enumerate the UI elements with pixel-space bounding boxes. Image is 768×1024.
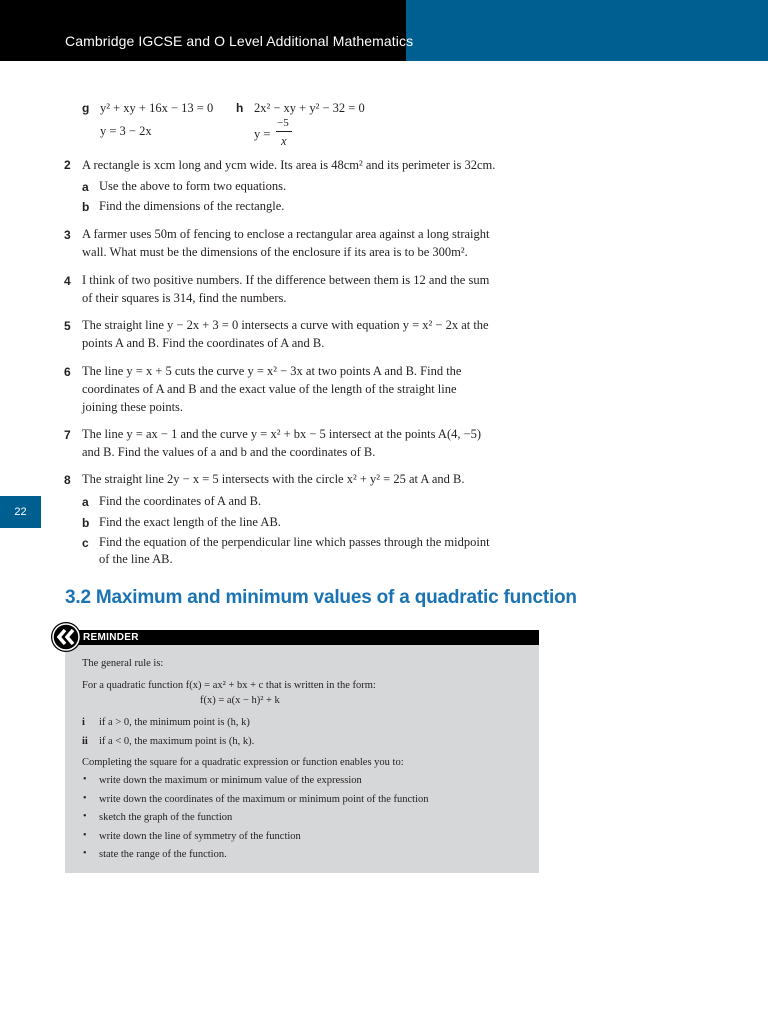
bullet-text: state the range of the function. bbox=[99, 849, 227, 860]
header-accent-bar bbox=[406, 0, 768, 61]
question-number: 6 bbox=[64, 365, 71, 379]
question-text: A rectangle is xcm long and ycm wide. Its area is 48cm² and its perimeter is 32cm. bbox=[82, 158, 496, 172]
question-text: of their squares is 314, find the numbers. bbox=[82, 291, 287, 305]
question-text: The straight line y − 2x + 3 = 0 intersects a curve with equation y = x² − 2x at the bbox=[82, 318, 489, 332]
section-title: Maximum and minimum values of a quadratic function bbox=[95, 587, 577, 608]
bullet-text: write down the maximum or minimum value of the expression bbox=[99, 775, 362, 786]
part-h-equation-1: 2x² − xy + y² − 32 = 0 bbox=[254, 101, 365, 115]
case-label: ii bbox=[82, 736, 88, 747]
part-h-fraction-denominator: x bbox=[281, 134, 287, 148]
case-label: i bbox=[82, 717, 85, 728]
reminder-completing: Completing the square for a quadratic expression or function enables you to: bbox=[82, 757, 404, 768]
book-title: Cambridge IGCSE and O Level Additional Mathematics bbox=[65, 33, 414, 49]
question-number: 5 bbox=[64, 319, 71, 333]
part-text: of the line AB. bbox=[99, 552, 173, 566]
section-heading bbox=[65, 587, 577, 609]
question-number: 3 bbox=[64, 228, 71, 242]
part-label: b bbox=[82, 516, 90, 530]
bullet-icon: • bbox=[83, 848, 87, 859]
reminder-form: f(x) = a(x − h)² + k bbox=[200, 695, 280, 706]
question-text: A farmer uses 50m of fencing to enclose a rectangular area against a long straight bbox=[82, 227, 490, 241]
question-text: points A and B. Find the coordinates of A and B. bbox=[82, 336, 325, 350]
bullet-text: write down the coordinates of the maximum or minimum point of the function bbox=[99, 794, 429, 805]
reminder-intro: The general rule is: bbox=[82, 658, 164, 669]
part-h-equation-2-lhs: y = bbox=[254, 127, 271, 141]
reminder-label: REMINDER bbox=[83, 632, 139, 643]
question-number: 4 bbox=[64, 274, 71, 288]
reminder-rule: For a quadratic function f(x) = ax² + bx + c that is written in the form: bbox=[82, 680, 376, 691]
question-text: coordinates of A and B and the exact value of the length of the straight line bbox=[82, 382, 457, 396]
bullet-icon: • bbox=[83, 793, 87, 804]
part-text: Find the coordinates of A and B. bbox=[99, 494, 262, 508]
case-text: if a > 0, the minimum point is (h, k) bbox=[99, 717, 250, 728]
bullet-text: write down the line of symmetry of the function bbox=[99, 831, 301, 842]
question-number: 2 bbox=[64, 158, 71, 172]
header-bar bbox=[0, 0, 406, 61]
part-text: Find the exact length of the line AB. bbox=[99, 515, 281, 529]
part-text: Find the equation of the perpendicular line which passes through the midpoint bbox=[99, 535, 490, 549]
part-label: a bbox=[82, 180, 89, 194]
part-g-equation-1: y² + xy + 16x − 13 = 0 bbox=[100, 101, 214, 115]
part-label-h: h bbox=[236, 101, 244, 115]
question-number: 7 bbox=[64, 428, 71, 442]
part-label: b bbox=[82, 200, 90, 214]
question-text: The line y = x + 5 cuts the curve y = x² − 3x at two points A and B. Find the bbox=[82, 364, 462, 378]
case-text: if a < 0, the maximum point is (h, k). bbox=[99, 736, 255, 747]
question-number: 8 bbox=[64, 473, 71, 487]
page-number: 22 bbox=[0, 496, 41, 528]
section-number: 3.2 bbox=[65, 587, 91, 608]
question-text: wall. What must be the dimensions of the enclosure if its area is to be 300m². bbox=[82, 245, 468, 259]
question-text: joining these points. bbox=[82, 400, 184, 414]
bullet-text: sketch the graph of the function bbox=[99, 812, 233, 823]
part-text: Find the dimensions of the rectangle. bbox=[99, 199, 285, 213]
part-label: a bbox=[82, 495, 89, 509]
part-text: Use the above to form two equations. bbox=[99, 179, 287, 193]
double-chevron-left-icon bbox=[51, 622, 81, 652]
question-text: and B. Find the values of a and b and the coordinates of B. bbox=[82, 445, 376, 459]
question-text: I think of two positive numbers. If the difference between them is 12 and the sum bbox=[82, 273, 490, 287]
question-text: The line y = ax − 1 and the curve y = x² + bx − 5 intersect at the points A(4, −5) bbox=[82, 427, 482, 441]
part-h-fraction-numerator: −5 bbox=[277, 117, 289, 129]
bullet-icon: • bbox=[83, 811, 87, 822]
bullet-icon: • bbox=[83, 830, 87, 841]
part-g-equation-2: y = 3 − 2x bbox=[100, 124, 152, 138]
part-label: c bbox=[82, 536, 89, 550]
bullet-icon: • bbox=[83, 774, 87, 785]
question-text: The straight line 2y − x = 5 intersects with the circle x² + y² = 25 at A and B. bbox=[82, 472, 465, 486]
part-label-g: g bbox=[82, 101, 90, 115]
